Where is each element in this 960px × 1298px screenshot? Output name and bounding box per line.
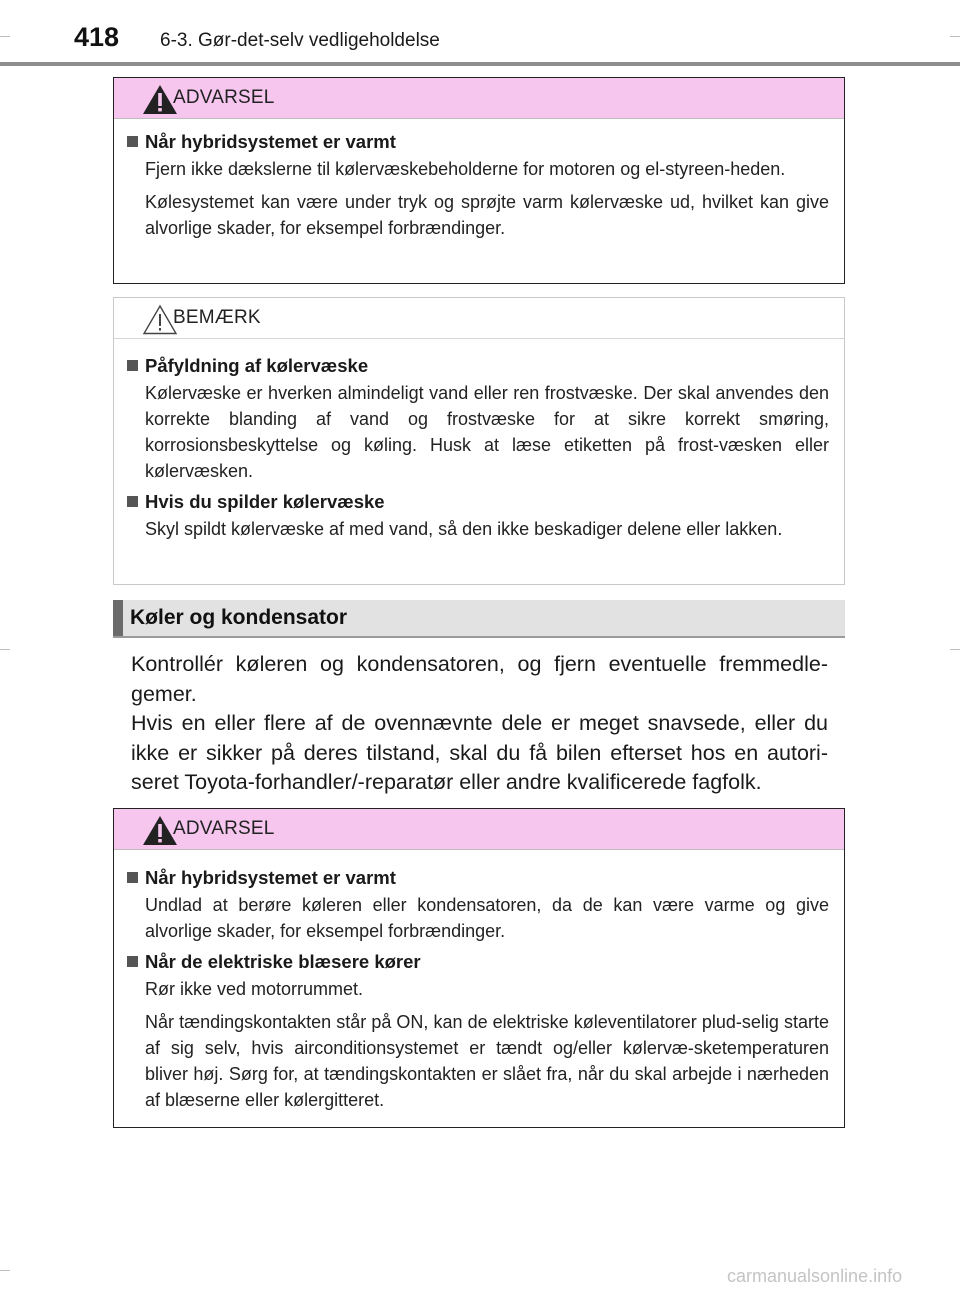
- item-text: Kølesystemet kan være under tryk og sprøjte varm kølervæske ud, hvilket kan give alvorlige skader, for eksempel forbrændinger.: [145, 192, 829, 238]
- item-text: Rør ikke ved motorrummet.: [145, 979, 364, 999]
- body-paragraph: Kontrollér køleren og kondensatoren, og fjern eventuelle fremmedle-gemer.: [131, 652, 828, 706]
- item-heading: Påfyldning af kølervæske: [127, 355, 829, 377]
- warning-title: ADVARSEL: [173, 87, 275, 108]
- item-heading: Når de elektriske blæsere kører: [127, 951, 829, 973]
- warning-box-2: [113, 808, 845, 1128]
- crop-mark: [950, 36, 960, 37]
- item-text: Skyl spildt kølervæske af med vand, så den ikke beskadiger delene eller lakken.: [145, 519, 783, 539]
- item-heading: Hvis du spilder kølervæske: [127, 491, 829, 513]
- item-text: Fjern ikke dækslerne til kølervæskebeholderne for motoren og el-styreen-heden.: [145, 159, 786, 179]
- crop-mark: [950, 649, 960, 650]
- heading-accent: [113, 600, 123, 636]
- warning-header: [114, 78, 844, 119]
- square-bullet-icon: [127, 136, 138, 147]
- warning-box-1: [113, 77, 845, 284]
- item-heading: Når hybridsystemet er varmt: [127, 867, 829, 889]
- square-bullet-icon: [127, 496, 138, 507]
- square-bullet-icon: [127, 956, 138, 967]
- item-text: Kølervæske er hverken almindeligt vand eller ren frostvæske. Der skal anvendes den korrekte blanding af vand og frostvæske for at sikre korrekt smøring, korrosionsbeskyttelse og køling. Husk at læse etiketten på frost-væsken eller kølervæsken.: [145, 383, 829, 481]
- crop-mark: [0, 649, 10, 650]
- item-text: Undlad at berøre køleren eller kondensatoren, da de kan være varme og give alvorlige skader, for eksempel forbrændinger.: [145, 895, 829, 941]
- crop-mark: [0, 1270, 10, 1271]
- notice-header: [114, 298, 844, 339]
- watermark: carmanualsonline.info: [727, 1266, 903, 1286]
- square-bullet-icon: [127, 872, 138, 883]
- warning-title: ADVARSEL: [173, 818, 275, 839]
- crop-mark: [0, 36, 10, 37]
- notice-title: BEMÆRK: [173, 307, 261, 328]
- section-heading-text: Køler og kondensator: [130, 606, 348, 629]
- warning-header: [114, 809, 844, 850]
- body-text: [131, 650, 828, 798]
- notice-box: [113, 297, 845, 585]
- body-paragraph: Hvis en eller flere af de ovennævnte dele er meget snavsede, eller du ikke er sikker på deres tilstand, skal du få bilen efterset hos en autori-seret Toyota-forhandler/-reparatør eller andre kvalificerede fagfolk.: [131, 711, 828, 794]
- item-text: Når tændingskontakten står på ON, kan de elektriske køleventilatorer plud-selig starte af sig selv, hvis airconditionsystemet er tændt og/eller kølervæ-sketemperaturen bliver høj. Sørg for, at tændingskontakten er slået fra, når du skal arbejde i nærheden af blæserne eller kølergitteret.: [145, 1012, 829, 1110]
- header-rule: [0, 62, 960, 66]
- square-bullet-icon: [127, 360, 138, 371]
- page-number: 418: [74, 22, 120, 52]
- section-title: 6-3. Gør-det-selv vedligeholdelse: [160, 30, 440, 51]
- section-heading: [113, 600, 845, 638]
- item-heading: Når hybridsystemet er varmt: [127, 131, 829, 153]
